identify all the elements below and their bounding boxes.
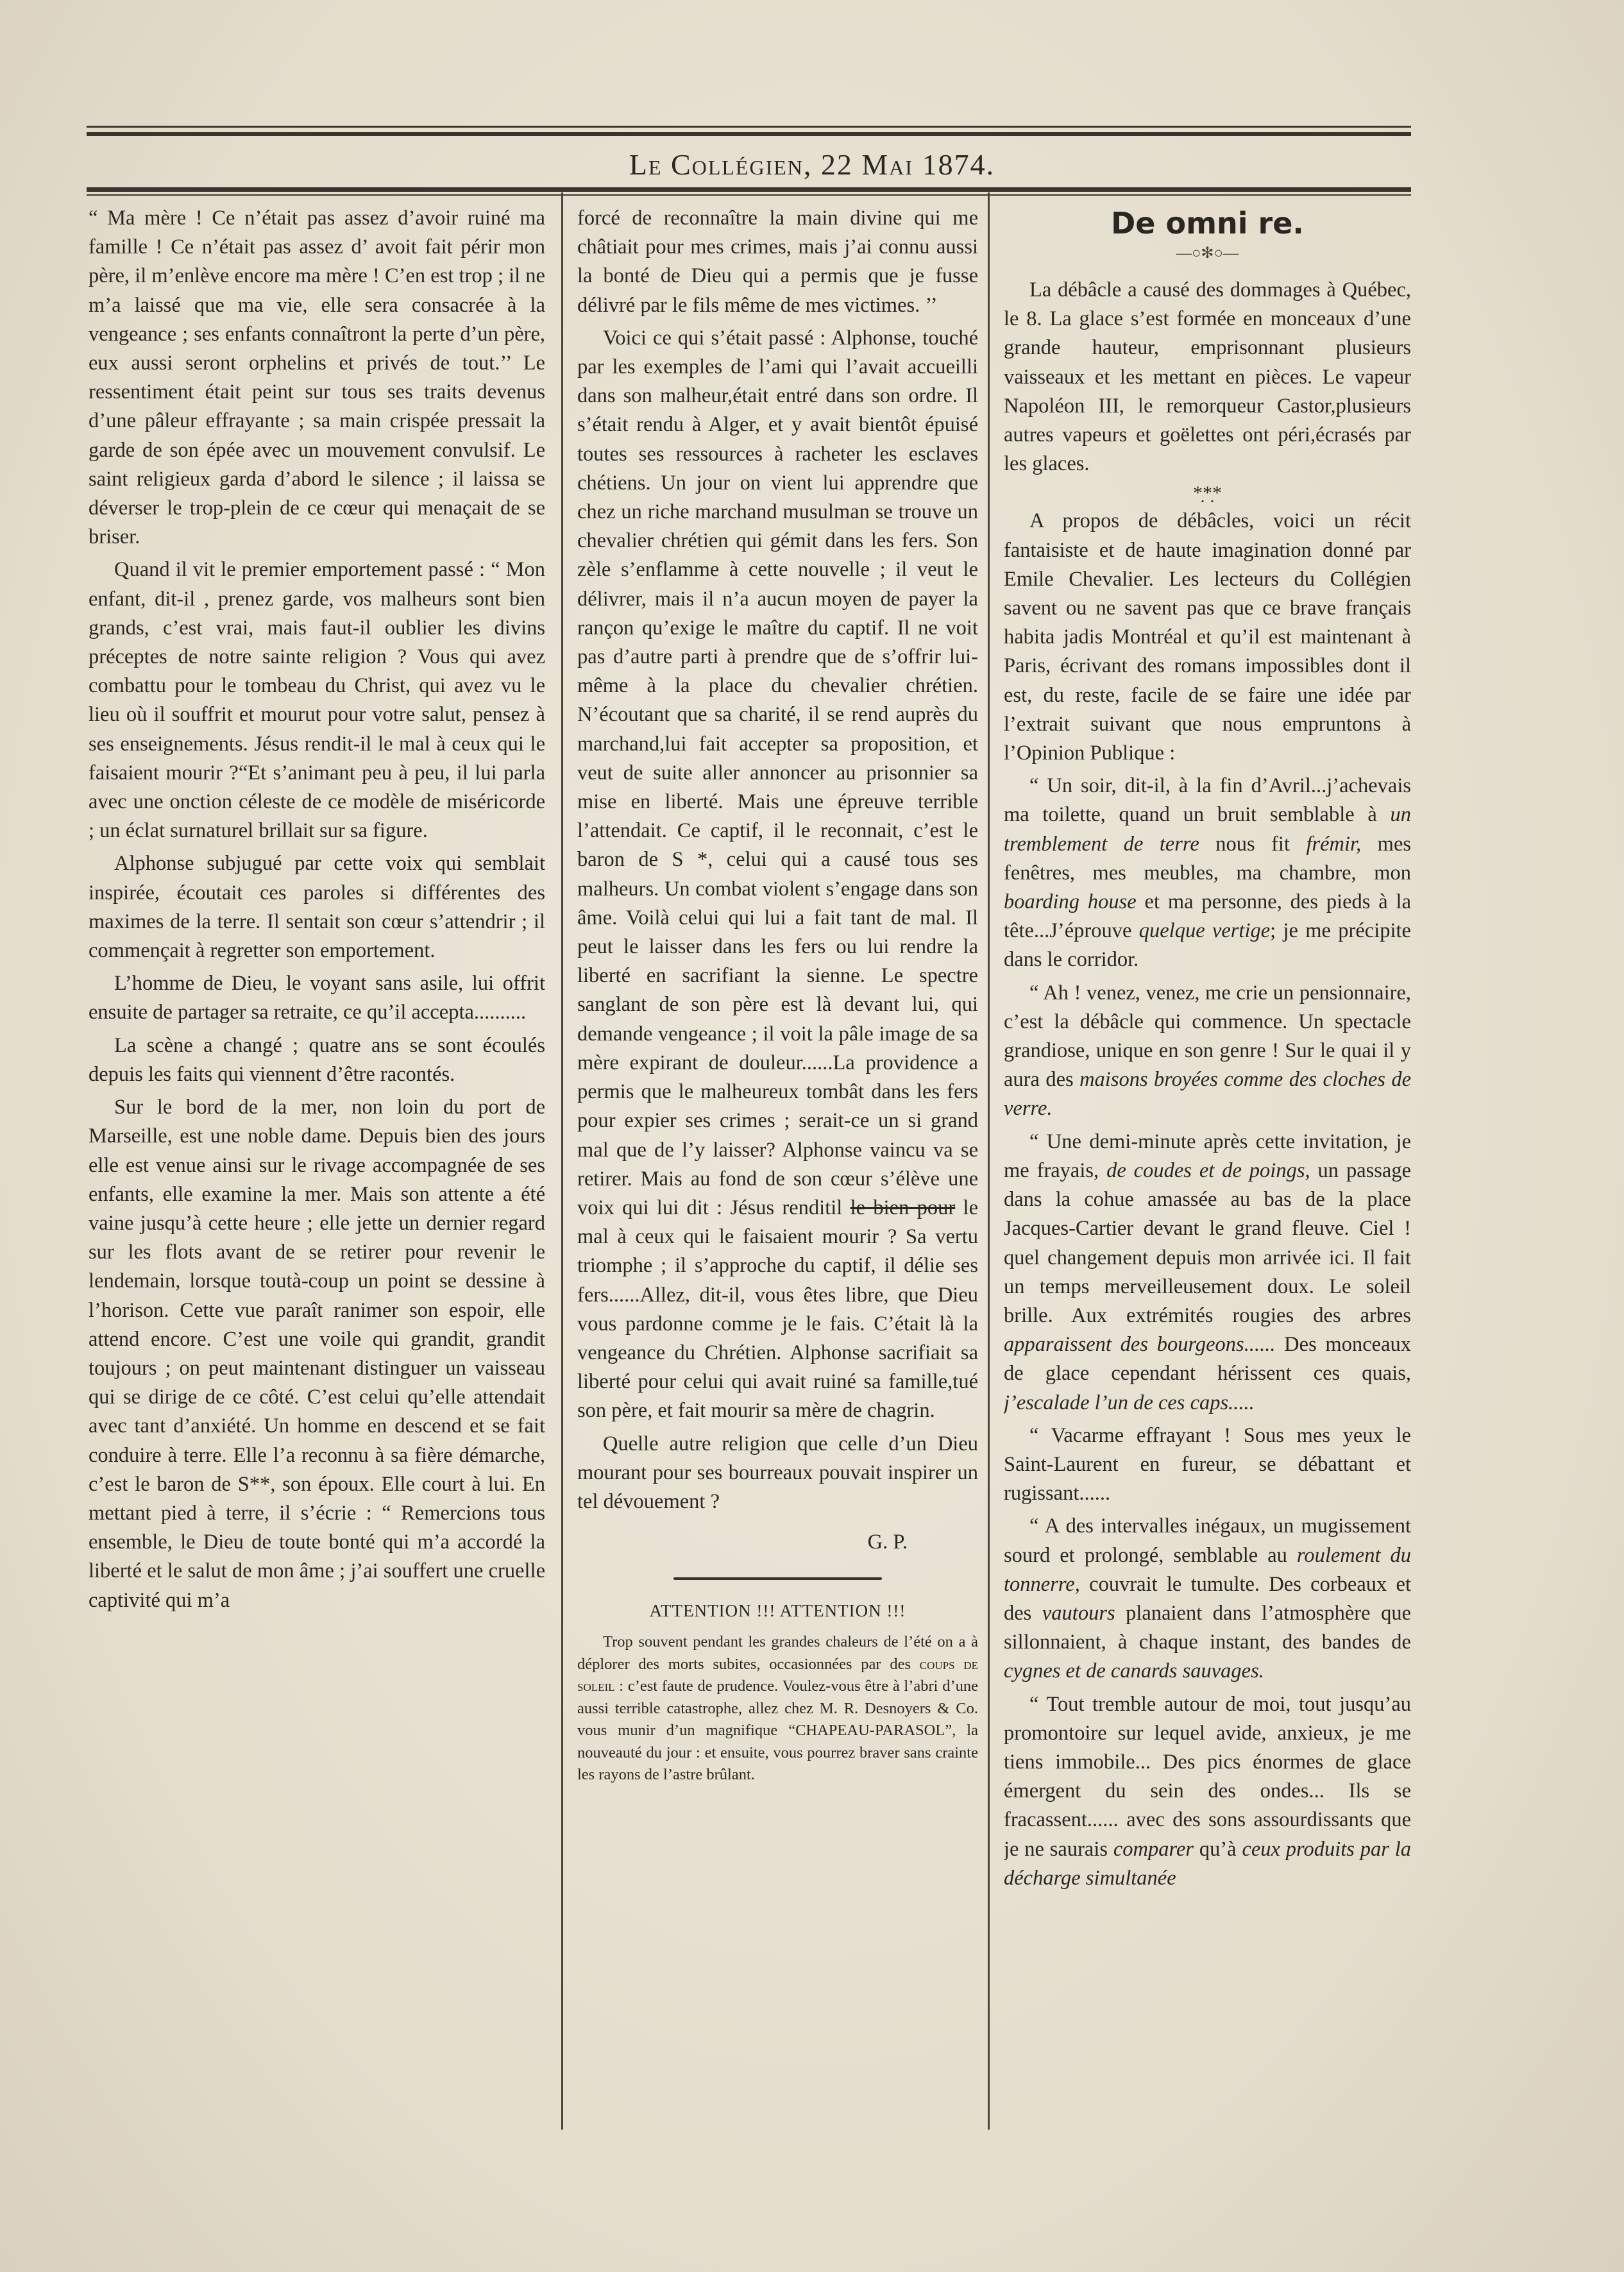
column-divider-1 xyxy=(561,192,563,2130)
section-title: De omni re. xyxy=(1111,206,1304,241)
paragraph xyxy=(577,324,978,1426)
text: “ A des intervalles inégaux, un mugissement sourd et prolongé, semblable au xyxy=(1004,1514,1411,1567)
running-head xyxy=(0,142,1624,187)
italic-text: cygnes et de canards sauvages. xyxy=(1004,1659,1264,1683)
ornamental-divider xyxy=(577,1566,978,1591)
text: qu’à xyxy=(1199,1837,1237,1861)
italic-text: de coudes et de poings, xyxy=(1106,1158,1310,1182)
italic-text: frémir, xyxy=(1306,832,1362,856)
text: “ Une demi-minute après cette invitation, je me frayais, xyxy=(1004,1130,1411,1182)
paragraph: Alphonse subjugué par cette voix qui semblait inspirée, écoutait ces paroles si différentes des maximes de la terre. Il sentait son cœur s’attendrir ; il commençait à regretter son emportement. xyxy=(89,852,545,963)
paragraph: “ Vacarme effrayant ! Sous mes yeux le Saint-Laurent en fureur, se débattant et rugissant...... xyxy=(1004,1423,1411,1505)
ad-text-part: : c’est faute de prudence. Voulez-vous être à l’abri d’une aussi terrible catastrophe, allez chez M. R. Desnoyers & Co. vous munir d’un magnifique “CHAPEAU-PARASOL”, la nouveauté du jour : et ensuite, vous pourrez braver sans crainte les rayons de l’astre brûlant. xyxy=(577,1677,978,1784)
paragraph: Quand il vit le premier emportement passé : “ Mon enfant, dit-il , prenez garde, vos malheurs sont bien grands, c’est vrai, mais faut-il oublier les divins préceptes de notre sainte religion ? Vous qui avez combattu pour le tombeau du Christ, qui avez vu le lieu où il souffrit et mourut pour votre salut, pensez à ses enseignements. Jésus rendit-il le mal à ceux qui le faisaient mourir ?“Et s’animant peu à peu, il lui parla avec une onction céleste de ce modèle de miséricorde ; un éclat surnaturel brillait sur sa figure. xyxy=(89,558,545,843)
paragraph: La scène a changé ; quatre ans se sont écoulés depuis les faits qui viennent d’être racontés. xyxy=(89,1033,545,1086)
asterism: *̣*̣* xyxy=(1193,482,1222,504)
paragraph: La débâcle a causé des dommages à Québec, le 8. La glace s’est formée en monceaux d’une grande hauteur, emprisonnant plusieurs vaisseaux et les mettant en pièces. Le vapeur Napoléon III, le remorqueur Castor,plusieurs autres vapeurs et goëlettes ont péri,écrasés par les glaces. xyxy=(1004,278,1411,476)
paragraph xyxy=(1004,772,1411,974)
ad-text-smallcaps: coups de soleil xyxy=(577,1655,978,1695)
ad-text xyxy=(577,1631,978,1786)
header-rule-thick xyxy=(87,187,1411,192)
column-1 xyxy=(89,204,545,2128)
italic-text: comparer xyxy=(1113,1837,1194,1861)
ad-text-part: Trop souvent pendant les grandes chaleurs de l’été on a à déplorer des morts subites, occasionnées par des xyxy=(577,1633,978,1673)
ad-title: ATTENTION !!! ATTENTION !!! xyxy=(649,1601,906,1621)
column-2 xyxy=(577,204,978,2128)
italic-text: apparaissent des bourgeons...... xyxy=(1004,1333,1276,1357)
text: un passage dans la cohue amassée au bas de la place Jacques-Cartier devant le grand fleuve. Ciel ! quel changement depuis mon arrivée ici. Il fait un temps merveilleusement doux. Le soleil brille. Aux extrémités rougies des arbres xyxy=(1004,1158,1411,1327)
italic-text: ceux produits par la décharge simultanée xyxy=(1004,1837,1411,1890)
struck-words: le bien pour xyxy=(850,1196,956,1219)
italic-text: vautours xyxy=(1042,1601,1115,1625)
italic-text: roulement du tonnerre, xyxy=(1004,1543,1411,1596)
top-rule-thin xyxy=(87,126,1411,128)
title-ornament: —○✻○— xyxy=(1176,245,1239,262)
text: nous fit xyxy=(1215,832,1290,856)
italic-text: j’escalade l’un de ces caps..... xyxy=(1004,1391,1255,1414)
text: et ma personne, des pieds à la tête...J’éprouve xyxy=(1004,890,1411,943)
paragraph: “ Ma mère ! Ce n’était pas assez d’avoir ruiné ma famille ! Ce n’était pas assez d’ avoit fait périr mon père, il m’enlève encore ma mère ! C’en est trop ; il ne m’a laissé que ma vie, elle sera consacrée à la vengeance ; ses enfants connaîtront la perte d’un père, eux aussi seront orphelins et privés de tout.’’ Le ressentiment était peint sur tous ses traits devenus d’une pâleur effrayante ; sa main crispée pressait la garde de son épée avec un mouvement convulsif. Le saint religieux garda d’abord le silence ; il laissa se déverser le trop-plein de ce cœur qui menaçait de se briser. xyxy=(89,207,545,549)
text: planaient dans l’atmosphère que sillonnaient, à chaque instant, des bandes de xyxy=(1004,1601,1411,1654)
paragraph: forcé de reconnaître la main divine qui me châtiait pour mes crimes, mais j’ai connu aussi la bonté de Dieu qui a permis que je fusse délivré par le fils même de mes victimes. ’’ xyxy=(577,207,978,317)
top-rule-thick xyxy=(87,132,1411,136)
text: “ Ah ! venez, venez, me crie un pensionnaire, c’est la débâcle qui commence. Un spectacle grandiose, unique en son genre ! Sur le quai il y aura des xyxy=(1004,981,1411,1092)
paragraph xyxy=(1004,1512,1411,1686)
text: Des monceaux de glace cependant hérissent ces quais, xyxy=(1004,1333,1411,1386)
paragraph: Sur le bord de la mer, non loin du port de Marseille, est une noble dame. Depuis bien des jours elle est venue ainsi sur le rivage accompagnée de ses enfants, elle examine la mer. Mais son attente a été vaine jusqu’à cette heure ; elle jette un dernier regard sur les flots avant de se retirer pour revenir le lendemain, lorsque toutà-coup un point se dessine à l’horison. Cette vue paraît ranimer son espoir, elle attend encore. C’est une voile qui grandit, grandit toujours ; on peut maintenant distinguer un vaisseau qui se dirige de ce côté. C’est celui qu’elle attendait avec tant d’anxiété. Un homme en descend et se fait conduire à terre. Elle l’a reconnu à sa fière démarche, c’est le baron de S**, son époux. Elle court à lui. En mettant pied à terre, il s’écrie : “ Remercions tous ensemble, le Dieu de toute bonté qui m’a accordé la liberté et le salut de mon âme ; j’ai souffert une cruelle captivité qui m’a xyxy=(89,1096,545,1612)
running-head-text: Le Collégien, 22 Mai 1874. xyxy=(629,148,995,181)
paragraph xyxy=(1004,1128,1411,1418)
paragraph: Quelle autre religion que celle d’un Dieu mourant pour ses bourreaux pouvait inspirer un tel dévouement ? xyxy=(577,1432,978,1513)
column-divider-2 xyxy=(988,192,990,2130)
text: “ Un soir, dit-il, à la fin d’Avril...j’achevais ma toilette, quand un bruit semblable à xyxy=(1004,774,1411,827)
paragraph: L’homme de Dieu, le voyant sans asile, lui offrit ensuite de partager sa retraite, ce qu’il accepta.......... xyxy=(89,972,545,1024)
header-rule-thin xyxy=(87,194,1411,196)
paragraph-text: le mal à ceux qui le faisaient mourir ? Sa vertu triomphe ; il s’approche du captif, il délie ses fers......Allez, dit-il, vous êtes libre, que Dieu vous pardonne comme je le fais. C’était là la vengeance du Chrétien. Alphonse sacrifiait sa liberté pour celui qui avait ruiné sa famille,tué son père, et fait mourir sa mère de chagrin. xyxy=(577,1196,978,1423)
paragraph xyxy=(1004,1690,1411,1893)
column-3 xyxy=(1004,204,1411,2128)
paragraph xyxy=(1004,979,1411,1124)
text: “ Tout tremble autour de moi, tout jusqu’au promontoire sur lequel avide, anxieux, je me tiens immobile... Des pics énormes de glace émergent du sein des ondes... Ils se fracassent...... avec des sons assourdissants que je ne saurais xyxy=(1004,1692,1411,1861)
italic-text: boarding house xyxy=(1004,890,1137,914)
italic-text: quelque vertige xyxy=(1138,919,1271,943)
text: couvrait le tumulte. Des corbeaux et des xyxy=(1004,1572,1411,1625)
italic-text: un tremblement de terre xyxy=(1004,803,1411,856)
text: mes fenêtres, mes meubles, ma chambre, mon xyxy=(1004,832,1411,885)
signature: G. P. xyxy=(867,1530,908,1554)
paragraph-text: Voici ce qui s’était passé : Alphonse, touché par les exemples de l’ami qui l’avait accueilli dans son malheur,était entré dans son ordre. Il s’était rendu à Alger, et y avait bientôt épuisé toutes ses ressources à racheter les esclaves chétiens. Un jour on vient lui apprendre que chez un riche marchand musulman se trouve un chevalier chrétien qui gémit dans les fers. Son zèle s’enflamme à cette nouvelle ; il veut le délivrer, mais il n’a aucun moyen de payer la rançon qu’exige le maître du captif. Il ne voit pas d’autre parti à prendre que de s’offrir lui-même à la place du chevalier chrétien. N’écoutant que sa charité, il se rend auprès du marchand,lui fait accepter sa proposition, et veut de suite aller annoncer au prisonnier sa mise en liberté. Mais une épreuve terrible l’attendait. Ce captif, il le reconnait, c’est le baron de S *, celui qui a causé tous ses malheurs. Un combat violent s’engage dans son âme. Voilà celui qui lui a fait tant de mal. Il peut le laisser dans les fers ou lui rendre la liberté en sacrifiant la sienne. Le spectre sanglant de son père est là devant lui, qui demande vengeance ; il voit la pâle image de sa mère expirant de douleur......La providence a permis que le malheureux tombât dans les fers pour expier ses crimes ; serait-ce un si grand mal que de l’y laisser? Alphonse vaincu va se retirer. Mais au fond de son cœur s’élève une voix qui lui dit : Jésus renditil xyxy=(577,326,978,1219)
text: ; je me précipite dans le corridor. xyxy=(1004,919,1411,972)
italic-text: maisons broyées comme des cloches de verre. xyxy=(1004,1068,1411,1121)
paragraph: A propos de débâcles, voici un récit fantaisiste et de haute imagination donné par Emile Chevalier. Les lecteurs du Collégien savent ou ne savent pas que ce brave français habita jadis Montréal et qu’il est maintenant à Paris, écrivant des romans impossibles dont il est, du reste, facile de se faire une idée par l’extrait suivant que nous empruntons à l’Opinion Publique : xyxy=(1004,509,1411,765)
